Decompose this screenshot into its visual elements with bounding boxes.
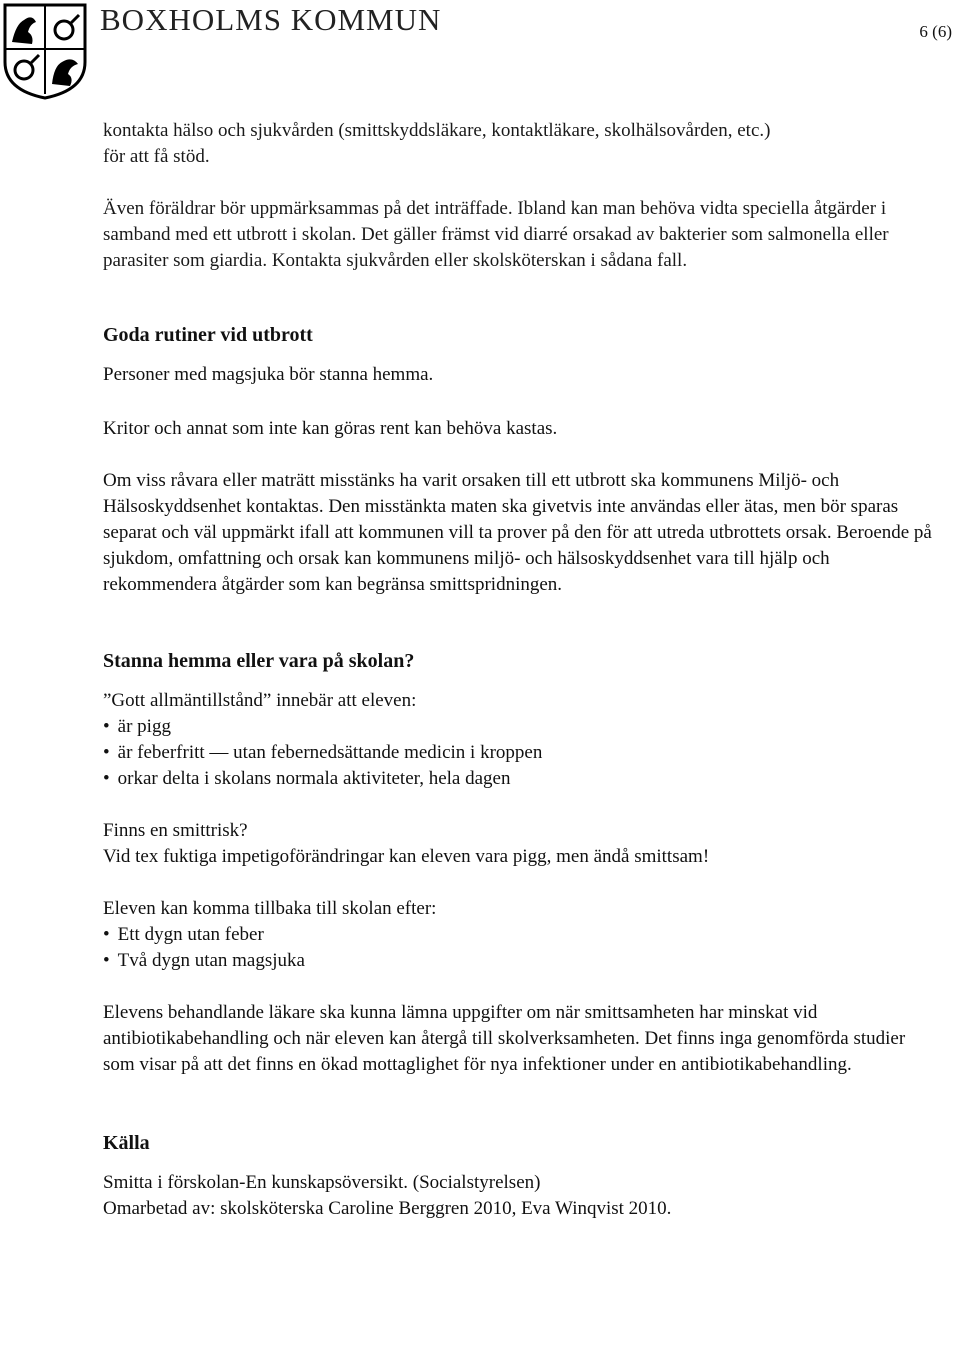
page-number: 6 (6)	[919, 22, 952, 41]
source-line: Smitta i förskolan-En kunskapsöversikt. (Socialstyrelsen)	[103, 1172, 541, 1193]
list-item: • Två dygn utan magsjuka	[103, 948, 933, 974]
paragraph: Kritor och annat som inte kan göras rent kan behöva kastas.	[103, 418, 558, 439]
source-line: Omarbetad av: skolsköterska Caroline Berggren 2010, Eva Winqvist 2010.	[103, 1198, 672, 1219]
paragraph: Finns en smittrisk?	[103, 820, 248, 841]
list-item: • orkar delta i skolans normala aktiviteter, hela dagen	[103, 766, 933, 792]
paragraph: Elevens behandlande läkare ska kunna lämna uppgifter om när smittsamheten har minskat vid antibiotikabehandling och när eleven kan återgå till skolverksamheten. Det finns inga genomförda studier som visar på att det finns en ökad mottaglighet för nya infektioner under en antibiotikabehandling.	[103, 1002, 906, 1075]
paragraph-line: kontakta hälso och sjukvården (smittskyddsläkare, kontaktläkare, skolhälsovården, etc.)	[103, 120, 771, 141]
paragraph: ”Gott allmäntillstånd” innebär att eleven:	[103, 690, 417, 711]
paragraph: Även föräldrar bör uppmärksammas på det inträffade. Ibland kan man behöva vidta speciella åtgärder i samband med ett utbrott i skolan. Det gäller främst vid diarré orsakad av bakterier som salmonella eller parasiter som giardia. Kontakta sjukvården eller skolsköterskan i sådana fall.	[103, 198, 889, 271]
paragraph: Eleven kan komma tillbaka till skolan efter:	[103, 898, 437, 919]
section-heading: Stanna hemma eller vara på skolan?	[103, 650, 415, 672]
page-header	[0, 0, 960, 100]
paragraph: Vid tex fuktiga impetigoförändringar kan eleven vara pigg, men ändå smittsam!	[103, 846, 710, 867]
organization-name: BOXHOLMS KOMMUN	[100, 2, 442, 37]
paragraph: Personer med magsjuka bör stanna hemma.	[103, 364, 434, 385]
list-item: • Ett dygn utan feber	[103, 922, 933, 948]
list-item: • är pigg	[103, 714, 933, 740]
paragraph-line: för att få stöd.	[103, 146, 210, 167]
list-item: • är feberfritt — utan febernedsättande medicin i kroppen	[103, 740, 933, 766]
section-heading: Källa	[103, 1132, 150, 1154]
coat-of-arms-logo	[2, 2, 88, 100]
document-body	[103, 118, 933, 1222]
section-heading: Goda rutiner vid utbrott	[103, 324, 313, 346]
bullet-list	[103, 714, 933, 792]
paragraph: Om viss råvara eller maträtt misstänks ha varit orsaken till ett utbrott ska kommunens Miljö- och Hälsoskyddsenhet kontaktas. Den misstänkta maten ska givetvis inte användas eller ätas, men bör sparas separat och väl uppmärkt ifall att kommunen vill ta prover på den för att utreda utbrottets orsak. Beroende på sjukdom, omfattning och orsak kan kommunens miljö- och hälsoskyddsenhet vara till hjälp och rekommendera åtgärder som kan begränsa smittspridningen.	[103, 470, 932, 595]
bullet-list	[103, 922, 933, 974]
